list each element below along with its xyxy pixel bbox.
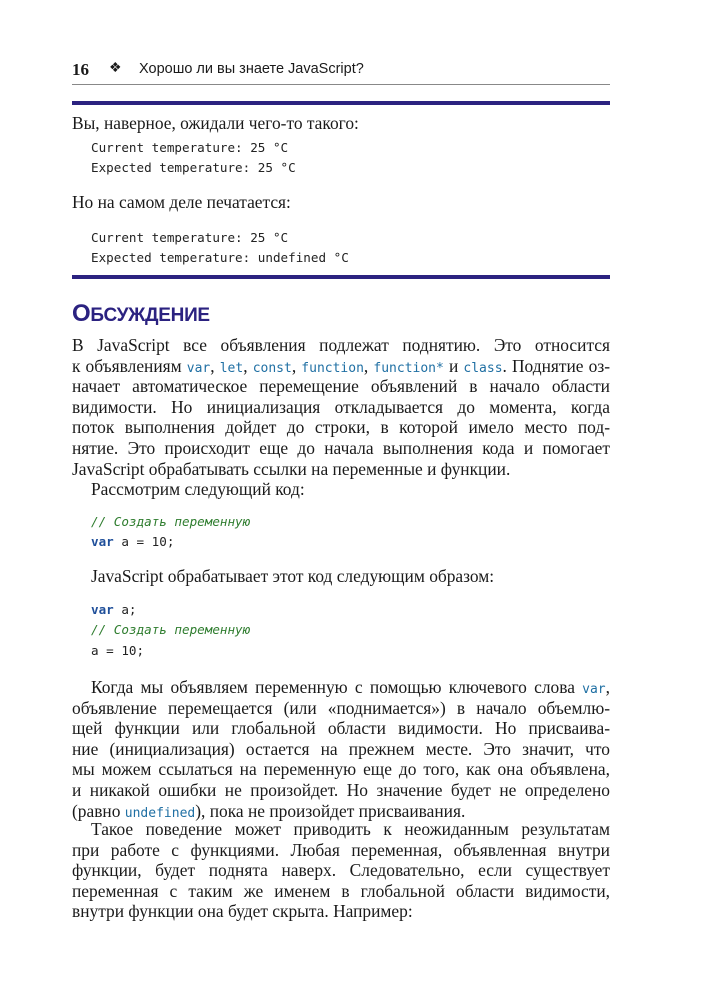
text-line: при работе с функциями. Любая переменная, объявленная внутри [72, 839, 610, 860]
text-line: функции, будет поднята наверх. Следовательно, если существует [72, 860, 610, 881]
code-comment: // Создать переменную [91, 514, 251, 529]
heading-initial: О [72, 300, 91, 327]
text-span: , [243, 355, 253, 376]
header-divider [72, 84, 610, 85]
text-line: мы можем ссылаться на переменную еще до того, как она объявлена, [72, 759, 610, 780]
text-line: видимости. Но инициализация откладывается до момента, когда [72, 396, 610, 417]
inline-code: let [219, 360, 244, 376]
text-span: , [291, 355, 302, 376]
text-line: объявление перемещается (или «поднимается») в начало объемлю- [72, 697, 610, 718]
text-span: . Поднятие оз- [502, 355, 610, 376]
actual-code-block [91, 228, 349, 269]
inline-code: var [186, 360, 211, 376]
text-line [72, 356, 610, 377]
text-line: нятие. Это происходит еще до начала выполнения кода и помогает [72, 437, 610, 458]
expected-text: Вы, наверное, ожидали чего-то такого: [72, 113, 359, 133]
output-box-top-rule [72, 101, 610, 105]
code-text: a; [113, 602, 137, 617]
text-line: JavaScript обрабатывать ссылки на переменные и функции. [72, 458, 511, 479]
text-line: щей функции или глобальной области видимости. Но присваива- [72, 718, 610, 739]
text-line: Такое поведение может приводить к неожиданным результатам [91, 819, 610, 839]
text-span: ), пока не произойдет присваивания. [195, 800, 466, 821]
text-span: к объявлениям [72, 355, 187, 376]
inline-code: class [463, 360, 503, 376]
code-comment: // Создать переменную [91, 622, 251, 638]
text-line: переменная с таким же именем в глобальной области видимости, [72, 880, 610, 901]
text-span: (равно [72, 800, 125, 821]
code-line: Current temperature: 25 °C [91, 230, 289, 245]
text-span: Когда мы объявляем переменную с помощью ключевого слова [91, 677, 583, 697]
text-span: , [605, 677, 610, 697]
output-box-bottom-rule [72, 275, 610, 279]
text-line [72, 677, 610, 698]
inline-code: var [582, 682, 606, 697]
code-text: a = 10; [91, 642, 145, 658]
code-line: Current temperature: 25 °C [91, 140, 289, 155]
page-number: 16 [72, 60, 89, 79]
text-span: , [210, 355, 220, 376]
running-title: Хорошо ли вы знаете JavaScript? [139, 61, 364, 77]
paragraph-hoisting [72, 335, 610, 479]
page-header [72, 58, 610, 84]
paragraph-processing: JavaScript обрабатывает этот код следующим образом: [91, 566, 495, 586]
text-line: и никакой ошибки не произойдет. Но значение будет не определено [72, 779, 610, 800]
text-line: начает автоматическое перемещение объявлений в начало области [72, 376, 610, 397]
code-text: a = 10; [113, 534, 175, 550]
inline-code: const [252, 360, 292, 376]
inline-code: undefined [124, 805, 196, 821]
ornament-icon: ❖ [109, 61, 122, 76]
inline-code: function* [373, 360, 444, 376]
code-keyword: var [91, 534, 114, 550]
inline-code: function [301, 360, 364, 376]
code-block-1 [91, 512, 250, 553]
code-line: Expected temperature: 25 °C [91, 160, 296, 176]
text-line: внутри функции она будет скрыта. Например: [72, 901, 413, 922]
code-keyword: var [91, 602, 114, 617]
expected-code-block [91, 138, 296, 179]
text-span: и [443, 355, 464, 376]
paragraph-consider: Рассмотрим следующий код: [91, 479, 305, 499]
heading-rest: БСУЖДЕНИЕ [90, 305, 210, 326]
paragraph-functions [72, 819, 610, 922]
code-block-2 [91, 600, 250, 661]
actual-text: Но на самом деле печатается: [72, 192, 291, 212]
section-heading [72, 300, 210, 328]
text-span: , [363, 355, 374, 376]
text-line: поток выполнения дойдет до строки, в которой имело место под- [72, 417, 610, 438]
code-line: Expected temperature: undefined °C [91, 250, 349, 266]
paragraph-var-hoisting [72, 677, 610, 821]
text-line: ние (инициализация) остается на прежнем месте. Это значит, что [72, 738, 610, 759]
text-line: В JavaScript все объявления подлежат поднятию. Это относится [72, 335, 610, 355]
